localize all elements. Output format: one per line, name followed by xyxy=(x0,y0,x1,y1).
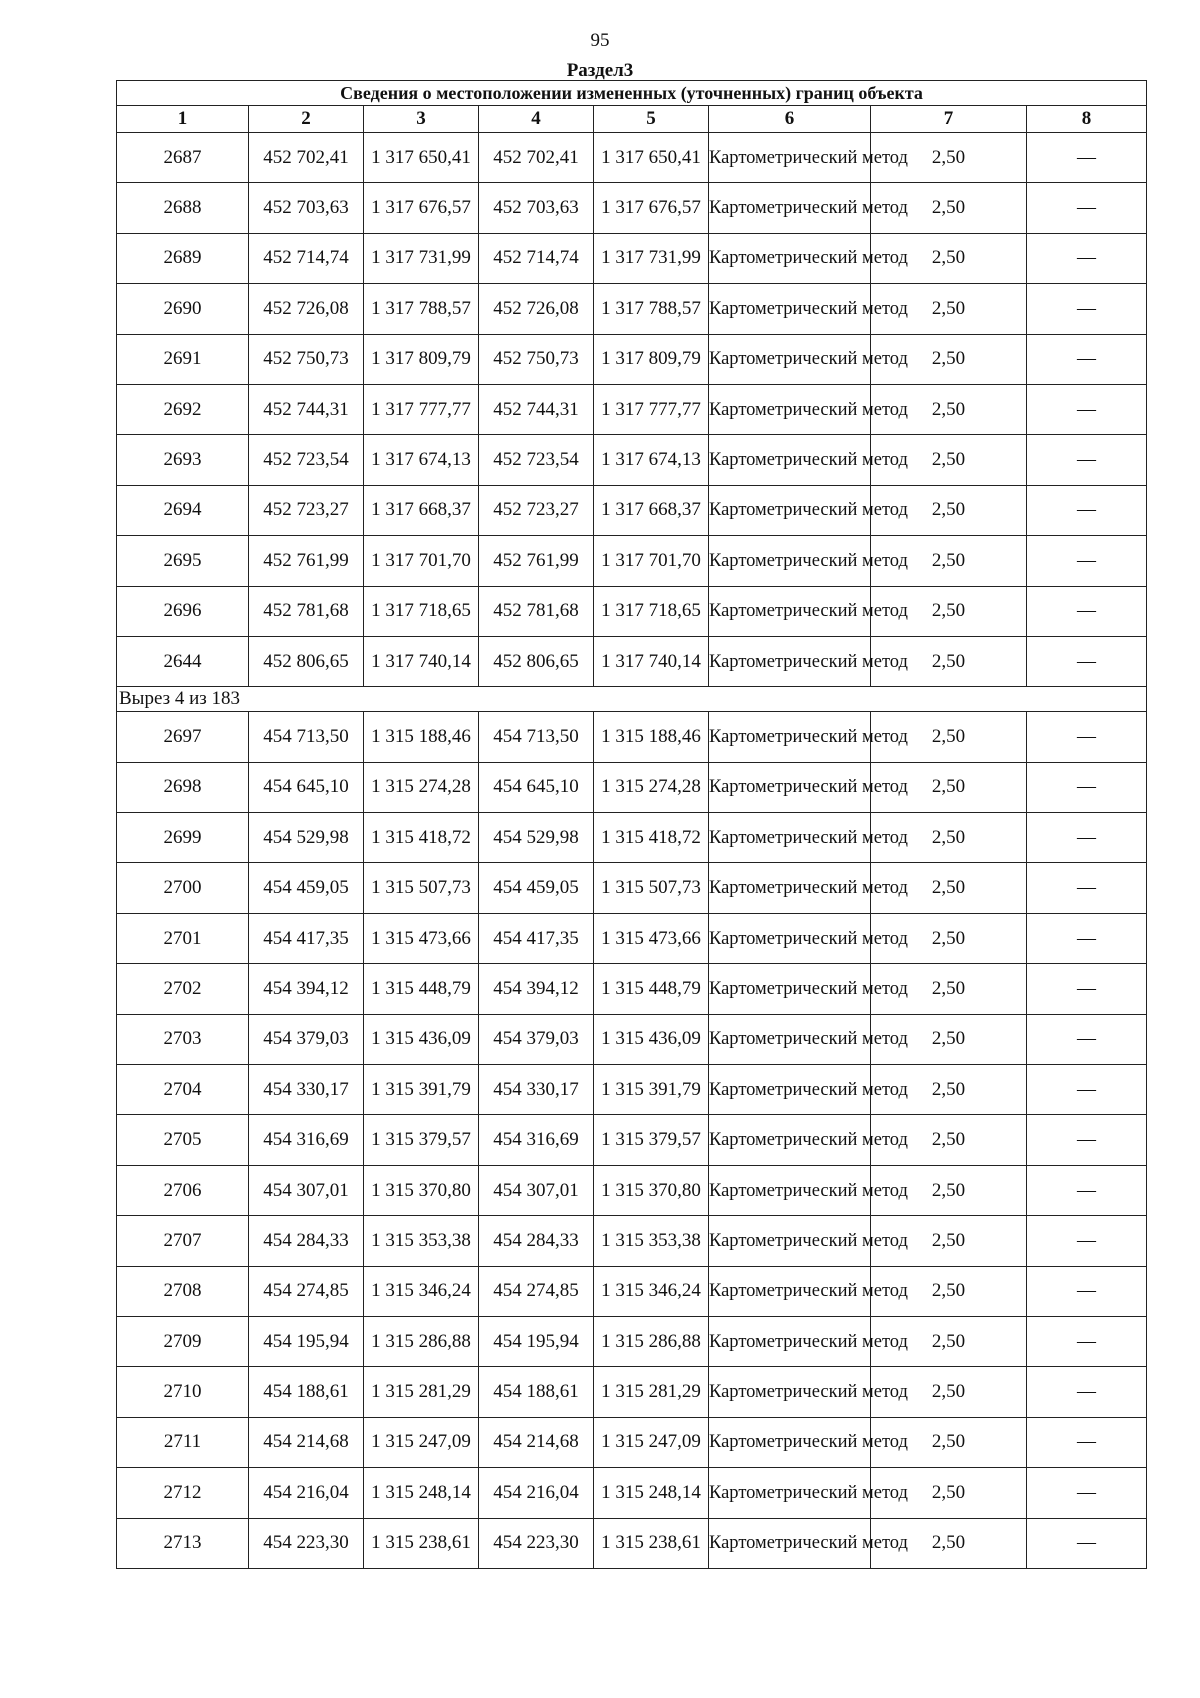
table-row xyxy=(117,586,1147,636)
table-cell-col-3: 1 315 346,24 xyxy=(364,1266,479,1316)
table-cell-col-8: — xyxy=(1027,1266,1147,1316)
table-cell-col-2: 452 726,08 xyxy=(249,284,364,334)
table-cell-col-8: — xyxy=(1027,1468,1147,1518)
table-cell-col-2: 454 330,17 xyxy=(249,1065,364,1115)
table-cell-col-1: 2702 xyxy=(117,964,249,1014)
table-cell-col-3: 1 315 473,66 xyxy=(364,913,479,963)
table-cell-col-4: 454 645,10 xyxy=(479,762,594,812)
table-cell-col-3: 1 315 248,14 xyxy=(364,1468,479,1518)
table-cell-col-1: 2701 xyxy=(117,913,249,963)
column-number-1: 1 xyxy=(117,106,249,133)
table-body xyxy=(117,133,1147,1569)
table-cell-col-5: 1 317 809,79 xyxy=(594,334,709,384)
table-cell-col-3: 1 315 281,29 xyxy=(364,1367,479,1417)
table-cell-col-8: — xyxy=(1027,1216,1147,1266)
table-cell-col-7: 2,50 xyxy=(871,1065,1027,1115)
table-cell-col-2: 452 703,63 xyxy=(249,183,364,233)
table-cell-col-7: 2,50 xyxy=(871,1417,1027,1467)
table-cell-col-5: 1 317 731,99 xyxy=(594,233,709,283)
table-cell-col-4: 454 379,03 xyxy=(479,1014,594,1064)
table-caption: Сведения о местоположении измененных (уточненных) границ объекта xyxy=(117,81,1147,106)
table-row xyxy=(117,813,1147,863)
table-cell-col-4: 454 394,12 xyxy=(479,964,594,1014)
table-cell-col-7: 2,50 xyxy=(871,913,1027,963)
table-cell-col-5: 1 315 353,38 xyxy=(594,1216,709,1266)
table-cell-col-4: 454 417,35 xyxy=(479,913,594,963)
table-cell-col-5: 1 315 248,14 xyxy=(594,1468,709,1518)
table-cell-col-4: 452 744,31 xyxy=(479,384,594,434)
table-cell-col-7: 2,50 xyxy=(871,712,1027,762)
table-cell-col-2: 452 714,74 xyxy=(249,233,364,283)
table-cell-col-2: 452 781,68 xyxy=(249,586,364,636)
table-cell-col-7: 2,50 xyxy=(871,233,1027,283)
table-cell-col-1: 2709 xyxy=(117,1316,249,1366)
table-row xyxy=(117,133,1147,183)
table-cell-col-3: 1 315 353,38 xyxy=(364,1216,479,1266)
table-cell-col-8: — xyxy=(1027,334,1147,384)
table-row xyxy=(117,1468,1147,1518)
table-cell-col-4: 454 188,61 xyxy=(479,1367,594,1417)
table-cell-col-2: 452 723,54 xyxy=(249,435,364,485)
table-row xyxy=(117,712,1147,762)
table-row xyxy=(117,863,1147,913)
table-cell-col-5: 1 315 473,66 xyxy=(594,913,709,963)
table-cell-col-4: 454 713,50 xyxy=(479,712,594,762)
table-cell-col-3: 1 317 788,57 xyxy=(364,284,479,334)
table-cell-col-8: — xyxy=(1027,133,1147,183)
table-cell-col-6: Картометрический метод xyxy=(709,913,871,963)
table-cell-col-4: 452 806,65 xyxy=(479,636,594,686)
table-cell-col-6: Картометрический метод xyxy=(709,284,871,334)
table-cell-col-3: 1 317 674,13 xyxy=(364,435,479,485)
table-cell-col-1: 2690 xyxy=(117,284,249,334)
table-row xyxy=(117,536,1147,586)
table-cell-col-7: 2,50 xyxy=(871,183,1027,233)
table-cell-col-3: 1 315 418,72 xyxy=(364,813,479,863)
table-row xyxy=(117,1216,1147,1266)
table-cell-col-8: — xyxy=(1027,712,1147,762)
table-cell-col-8: — xyxy=(1027,1367,1147,1417)
table-cell-col-3: 1 317 809,79 xyxy=(364,334,479,384)
table-cell-col-6: Картометрический метод xyxy=(709,762,871,812)
table-row xyxy=(117,1367,1147,1417)
table-cell-col-2: 454 529,98 xyxy=(249,813,364,863)
column-number-2: 2 xyxy=(249,106,364,133)
table-row xyxy=(117,334,1147,384)
table-cell-col-8: — xyxy=(1027,964,1147,1014)
table-cell-col-3: 1 315 247,09 xyxy=(364,1417,479,1467)
table-cell-col-2: 454 195,94 xyxy=(249,1316,364,1366)
table-cell-col-3: 1 317 740,14 xyxy=(364,636,479,686)
table-cell-col-4: 454 214,68 xyxy=(479,1417,594,1467)
column-number-3: 3 xyxy=(364,106,479,133)
table-cell-col-6: Картометрический метод xyxy=(709,1065,871,1115)
table-cell-col-7: 2,50 xyxy=(871,1518,1027,1568)
table-cell-col-8: — xyxy=(1027,435,1147,485)
table-cell-col-2: 454 223,30 xyxy=(249,1518,364,1568)
table-cell-col-6: Картометрический метод xyxy=(709,712,871,762)
table-cell-col-1: 2693 xyxy=(117,435,249,485)
table-cell-col-7: 2,50 xyxy=(871,1115,1027,1165)
table-cell-col-1: 2696 xyxy=(117,586,249,636)
table-cell-col-3: 1 315 507,73 xyxy=(364,863,479,913)
table-cell-col-6: Картометрический метод xyxy=(709,1417,871,1467)
table-row xyxy=(117,964,1147,1014)
table-row xyxy=(117,1316,1147,1366)
table-cell-col-6: Картометрический метод xyxy=(709,384,871,434)
table-cell-col-2: 454 713,50 xyxy=(249,712,364,762)
table-cell-col-8: — xyxy=(1027,913,1147,963)
table-row xyxy=(117,435,1147,485)
table-cell-col-8: — xyxy=(1027,762,1147,812)
table-cell-col-6: Картометрический метод xyxy=(709,536,871,586)
table-row xyxy=(117,1115,1147,1165)
table-cell-col-4: 452 781,68 xyxy=(479,586,594,636)
table-cell-col-1: 2708 xyxy=(117,1266,249,1316)
table-cell-col-2: 452 723,27 xyxy=(249,485,364,535)
table-cell-col-5: 1 317 674,13 xyxy=(594,435,709,485)
table-cell-col-3: 1 317 650,41 xyxy=(364,133,479,183)
table-cell-col-2: 452 806,65 xyxy=(249,636,364,686)
table-cell-col-5: 1 315 379,57 xyxy=(594,1115,709,1165)
table-cell-col-7: 2,50 xyxy=(871,863,1027,913)
table-cell-col-4: 454 316,69 xyxy=(479,1115,594,1165)
table-cell-col-1: 2687 xyxy=(117,133,249,183)
table-cell-col-6: Картометрический метод xyxy=(709,964,871,1014)
table-cell-col-7: 2,50 xyxy=(871,536,1027,586)
table-cell-col-4: 452 723,27 xyxy=(479,485,594,535)
group-separator-row xyxy=(117,687,1147,712)
table-cell-col-2: 454 214,68 xyxy=(249,1417,364,1467)
table-cell-col-8: — xyxy=(1027,586,1147,636)
table-cell-col-1: 2694 xyxy=(117,485,249,535)
table-cell-col-4: 452 726,08 xyxy=(479,284,594,334)
table-cell-col-3: 1 315 379,57 xyxy=(364,1115,479,1165)
table-cell-col-5: 1 317 788,57 xyxy=(594,284,709,334)
table-cell-col-6: Картометрический метод xyxy=(709,133,871,183)
table-cell-col-4: 452 750,73 xyxy=(479,334,594,384)
table-cell-col-6: Картометрический метод xyxy=(709,1367,871,1417)
table-cell-col-5: 1 315 286,88 xyxy=(594,1316,709,1366)
table-cell-col-8: — xyxy=(1027,1417,1147,1467)
table-cell-col-4: 454 216,04 xyxy=(479,1468,594,1518)
table-cell-col-8: — xyxy=(1027,233,1147,283)
table-cell-col-6: Картометрический метод xyxy=(709,1468,871,1518)
table-cell-col-1: 2704 xyxy=(117,1065,249,1115)
table-cell-col-8: — xyxy=(1027,1165,1147,1215)
table-cell-col-1: 2692 xyxy=(117,384,249,434)
table-cell-col-5: 1 315 418,72 xyxy=(594,813,709,863)
table-cell-col-1: 2699 xyxy=(117,813,249,863)
table-cell-col-1: 2713 xyxy=(117,1518,249,1568)
table-cell-col-2: 452 761,99 xyxy=(249,536,364,586)
table-cell-col-3: 1 315 188,46 xyxy=(364,712,479,762)
table-cell-col-5: 1 315 238,61 xyxy=(594,1518,709,1568)
column-number-8: 8 xyxy=(1027,106,1147,133)
table-cell-col-1: 2706 xyxy=(117,1165,249,1215)
table-cell-col-5: 1 317 718,65 xyxy=(594,586,709,636)
table-cell-col-7: 2,50 xyxy=(871,1316,1027,1366)
table-cell-col-5: 1 317 777,77 xyxy=(594,384,709,434)
table-cell-col-8: — xyxy=(1027,813,1147,863)
table-cell-col-4: 454 459,05 xyxy=(479,863,594,913)
table-cell-col-3: 1 315 286,88 xyxy=(364,1316,479,1366)
table-cell-col-8: — xyxy=(1027,1115,1147,1165)
table-cell-col-4: 454 330,17 xyxy=(479,1065,594,1115)
table-cell-col-1: 2688 xyxy=(117,183,249,233)
table-cell-col-6: Картометрический метод xyxy=(709,863,871,913)
table-row xyxy=(117,762,1147,812)
table-row xyxy=(117,1165,1147,1215)
column-number-5: 5 xyxy=(594,106,709,133)
table-row xyxy=(117,636,1147,686)
table-cell-col-7: 2,50 xyxy=(871,636,1027,686)
table-row xyxy=(117,1518,1147,1568)
table-cell-col-5: 1 317 650,41 xyxy=(594,133,709,183)
table-cell-col-2: 454 216,04 xyxy=(249,1468,364,1518)
group-label: Вырез 4 из 183 xyxy=(117,687,1147,712)
table-cell-col-1: 2703 xyxy=(117,1014,249,1064)
table-cell-col-2: 454 379,03 xyxy=(249,1014,364,1064)
table-cell-col-6: Картометрический метод xyxy=(709,1165,871,1215)
table-cell-col-6: Картометрический метод xyxy=(709,1216,871,1266)
table-cell-col-6: Картометрический метод xyxy=(709,586,871,636)
table-cell-col-5: 1 317 701,70 xyxy=(594,536,709,586)
table-cell-col-2: 452 702,41 xyxy=(249,133,364,183)
table-cell-col-2: 454 394,12 xyxy=(249,964,364,1014)
table-row xyxy=(117,913,1147,963)
table-cell-col-1: 2691 xyxy=(117,334,249,384)
table-cell-col-7: 2,50 xyxy=(871,586,1027,636)
table-cell-col-4: 452 723,54 xyxy=(479,435,594,485)
table-cell-col-1: 2695 xyxy=(117,536,249,586)
column-number-6: 6 xyxy=(709,106,871,133)
table-cell-col-5: 1 317 740,14 xyxy=(594,636,709,686)
table-cell-col-3: 1 317 676,57 xyxy=(364,183,479,233)
table-cell-col-5: 1 317 668,37 xyxy=(594,485,709,535)
table-row xyxy=(117,485,1147,535)
table-cell-col-4: 454 274,85 xyxy=(479,1266,594,1316)
table-cell-col-5: 1 315 370,80 xyxy=(594,1165,709,1215)
table-cell-col-1: 2710 xyxy=(117,1367,249,1417)
column-number-header xyxy=(117,106,1147,133)
table-cell-col-6: Картометрический метод xyxy=(709,1115,871,1165)
table-cell-col-7: 2,50 xyxy=(871,384,1027,434)
table-cell-col-7: 2,50 xyxy=(871,964,1027,1014)
table-cell-col-6: Картометрический метод xyxy=(709,435,871,485)
table-cell-col-7: 2,50 xyxy=(871,284,1027,334)
table-cell-col-2: 452 750,73 xyxy=(249,334,364,384)
table-cell-col-2: 454 188,61 xyxy=(249,1367,364,1417)
table-cell-col-2: 454 307,01 xyxy=(249,1165,364,1215)
column-number-7: 7 xyxy=(871,106,1027,133)
table-cell-col-1: 2711 xyxy=(117,1417,249,1467)
table-cell-col-8: — xyxy=(1027,536,1147,586)
table-cell-col-1: 2700 xyxy=(117,863,249,913)
table-cell-col-7: 2,50 xyxy=(871,485,1027,535)
table-cell-col-3: 1 315 370,80 xyxy=(364,1165,479,1215)
table-cell-col-5: 1 317 676,57 xyxy=(594,183,709,233)
section-title: Раздел3 xyxy=(566,60,634,81)
table-cell-col-8: — xyxy=(1027,1518,1147,1568)
table-cell-col-8: — xyxy=(1027,284,1147,334)
table-cell-col-2: 452 744,31 xyxy=(249,384,364,434)
table-cell-col-7: 2,50 xyxy=(871,435,1027,485)
table-cell-col-2: 454 645,10 xyxy=(249,762,364,812)
table-cell-col-1: 2712 xyxy=(117,1468,249,1518)
table-cell-col-6: Картометрический метод xyxy=(709,1014,871,1064)
table-cell-col-5: 1 315 346,24 xyxy=(594,1266,709,1316)
table-cell-col-8: — xyxy=(1027,1065,1147,1115)
table-cell-col-5: 1 315 507,73 xyxy=(594,863,709,913)
table-cell-col-7: 2,50 xyxy=(871,133,1027,183)
table-cell-col-4: 454 195,94 xyxy=(479,1316,594,1366)
table-cell-col-4: 454 307,01 xyxy=(479,1165,594,1215)
table-cell-col-3: 1 315 391,79 xyxy=(364,1065,479,1115)
table-row xyxy=(117,384,1147,434)
table-cell-col-6: Картометрический метод xyxy=(709,636,871,686)
boundary-coordinates-table xyxy=(116,80,1147,1569)
table-cell-col-4: 452 702,41 xyxy=(479,133,594,183)
table-cell-col-8: — xyxy=(1027,1014,1147,1064)
table-cell-col-3: 1 317 668,37 xyxy=(364,485,479,535)
table-cell-col-4: 452 761,99 xyxy=(479,536,594,586)
table-cell-col-5: 1 315 391,79 xyxy=(594,1065,709,1115)
table-cell-col-2: 454 316,69 xyxy=(249,1115,364,1165)
table-cell-col-7: 2,50 xyxy=(871,762,1027,812)
table-cell-col-6: Картометрический метод xyxy=(709,233,871,283)
table-cell-col-3: 1 317 777,77 xyxy=(364,384,479,434)
table-cell-col-5: 1 315 188,46 xyxy=(594,712,709,762)
table-cell-col-4: 454 529,98 xyxy=(479,813,594,863)
table-cell-col-7: 2,50 xyxy=(871,1266,1027,1316)
table-cell-col-6: Картометрический метод xyxy=(709,1266,871,1316)
table-cell-col-3: 1 317 718,65 xyxy=(364,586,479,636)
table-cell-col-8: — xyxy=(1027,183,1147,233)
table-cell-col-6: Картометрический метод xyxy=(709,1518,871,1568)
table-cell-col-8: — xyxy=(1027,384,1147,434)
table-cell-col-6: Картометрический метод xyxy=(709,1316,871,1366)
table-row xyxy=(117,1417,1147,1467)
table-cell-col-2: 454 417,35 xyxy=(249,913,364,963)
table-cell-col-7: 2,50 xyxy=(871,1014,1027,1064)
table-cell-col-7: 2,50 xyxy=(871,1216,1027,1266)
table-row xyxy=(117,284,1147,334)
table-row xyxy=(117,233,1147,283)
table-row xyxy=(117,1014,1147,1064)
table-cell-col-8: — xyxy=(1027,636,1147,686)
page-number: 95 xyxy=(590,30,610,51)
table-cell-col-7: 2,50 xyxy=(871,334,1027,384)
table-cell-col-4: 454 284,33 xyxy=(479,1216,594,1266)
column-number-4: 4 xyxy=(479,106,594,133)
table-cell-col-2: 454 284,33 xyxy=(249,1216,364,1266)
table-cell-col-1: 2697 xyxy=(117,712,249,762)
table-cell-col-1: 2698 xyxy=(117,762,249,812)
table-cell-col-7: 2,50 xyxy=(871,1165,1027,1215)
table-cell-col-1: 2644 xyxy=(117,636,249,686)
table-cell-col-7: 2,50 xyxy=(871,813,1027,863)
table-row xyxy=(117,1065,1147,1115)
table-cell-col-8: — xyxy=(1027,1316,1147,1366)
table-cell-col-3: 1 315 436,09 xyxy=(364,1014,479,1064)
table-cell-col-1: 2705 xyxy=(117,1115,249,1165)
table-cell-col-5: 1 315 274,28 xyxy=(594,762,709,812)
table-row xyxy=(117,1266,1147,1316)
table-cell-col-5: 1 315 281,29 xyxy=(594,1367,709,1417)
table-cell-col-6: Картометрический метод xyxy=(709,334,871,384)
table-cell-col-3: 1 317 701,70 xyxy=(364,536,479,586)
table-cell-col-2: 454 459,05 xyxy=(249,863,364,913)
table-cell-col-3: 1 317 731,99 xyxy=(364,233,479,283)
table-row xyxy=(117,183,1147,233)
table-cell-col-6: Картометрический метод xyxy=(709,183,871,233)
table-cell-col-2: 454 274,85 xyxy=(249,1266,364,1316)
table-cell-col-8: — xyxy=(1027,485,1147,535)
table-cell-col-5: 1 315 247,09 xyxy=(594,1417,709,1467)
table-cell-col-1: 2689 xyxy=(117,233,249,283)
table-cell-col-6: Картометрический метод xyxy=(709,813,871,863)
table-cell-col-4: 452 703,63 xyxy=(479,183,594,233)
table-cell-col-3: 1 315 448,79 xyxy=(364,964,479,1014)
table-cell-col-5: 1 315 448,79 xyxy=(594,964,709,1014)
table-cell-col-1: 2707 xyxy=(117,1216,249,1266)
table-cell-col-7: 2,50 xyxy=(871,1367,1027,1417)
table-cell-col-6: Картометрический метод xyxy=(709,485,871,535)
table-cell-col-8: — xyxy=(1027,863,1147,913)
table-cell-col-4: 454 223,30 xyxy=(479,1518,594,1568)
table-cell-col-3: 1 315 274,28 xyxy=(364,762,479,812)
table-cell-col-4: 452 714,74 xyxy=(479,233,594,283)
table-cell-col-3: 1 315 238,61 xyxy=(364,1518,479,1568)
table-cell-col-7: 2,50 xyxy=(871,1468,1027,1518)
table-cell-col-5: 1 315 436,09 xyxy=(594,1014,709,1064)
